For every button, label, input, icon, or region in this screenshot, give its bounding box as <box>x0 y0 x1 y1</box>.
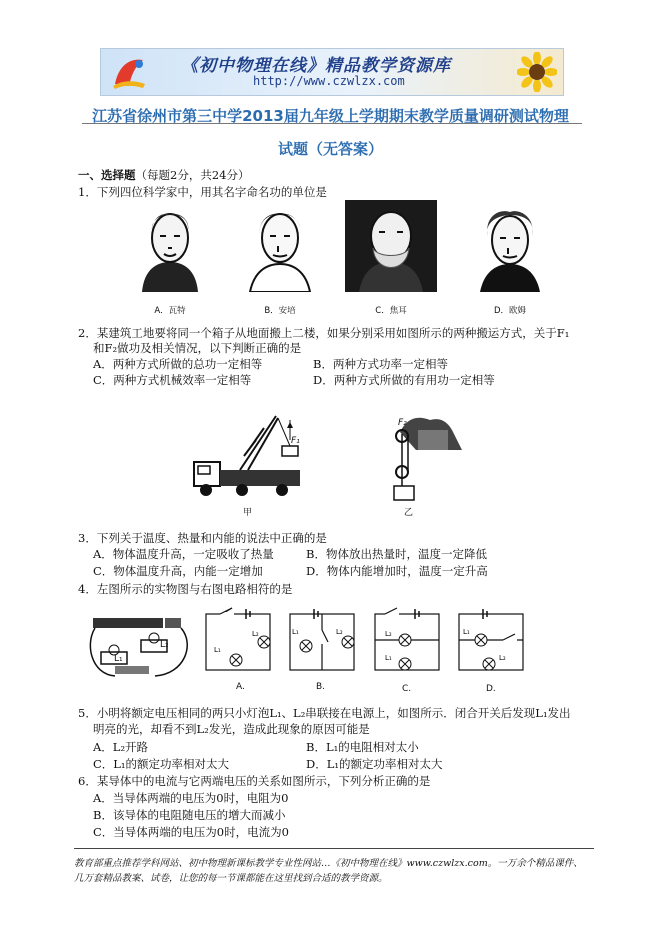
q4-label-b: B. <box>316 682 326 692</box>
q6-option-c: C．当导体两端的电压为0时，电流为0 <box>93 825 289 839</box>
q5-option-b: B．L₁的电阻相对太小 <box>306 740 419 754</box>
section-note: （每题2分，共24分） <box>135 168 250 182</box>
q3-option-c: C．物体温度升高，内能一定增加 <box>93 564 263 578</box>
q2-stem-line-2: 和F₂做功及相关情况，以下判断正确的是 <box>93 341 302 355</box>
sunflower-icon <box>517 52 557 92</box>
q6-option-a: A．当导体两端的电压为0时，电阻为0 <box>93 791 289 805</box>
q1-option-c: C．焦耳 <box>375 306 407 316</box>
header-banner <box>100 48 564 96</box>
footer-divider <box>74 848 594 849</box>
q5-option-d: D．L₁的额定功率相对太大 <box>306 757 443 771</box>
q4-a-l1: L₁ <box>214 646 221 654</box>
q4-d-l2: L₂ <box>499 654 506 662</box>
q4-b-l1: L₁ <box>292 628 299 636</box>
q4-b-l2: L₂ <box>336 628 343 636</box>
q5-stem-line-2: 明亮的光，却看不到L₂发光，造成此现象的原因可能是 <box>93 722 370 736</box>
q3-option-d: D．物体内能增加时，温度一定升高 <box>306 564 488 578</box>
q3-option-a: A．物体温度升高，一定吸收了热量 <box>93 547 274 561</box>
portrait-ampere-image <box>240 200 320 292</box>
section-title: 一、选择题 <box>78 168 136 182</box>
q5-option-c: C．L₁的额定功率相对太大 <box>93 757 230 771</box>
q6-stem: 6．某导体中的电流与它两端电压的关系如图所示，下列分析正确的是 <box>78 774 431 788</box>
q4-circuit-d-figure <box>453 604 528 676</box>
q4-circuit-c-figure <box>369 604 444 676</box>
footer-line-1: 教育部重点推荐学科网站、初中物理新课标教学专业性网站…《初中物理在线》www.czwlzx.com。一万余个精品课件、 <box>74 858 583 869</box>
q2-option-b: B．两种方式功率一定相等 <box>313 357 448 371</box>
q4-circuit-b-figure <box>284 604 359 676</box>
portrait-ohm-image <box>470 200 550 292</box>
portrait-joule-image <box>345 200 437 292</box>
q4-c-l1: L₁ <box>385 654 392 662</box>
q4-label-a: A. <box>236 682 245 692</box>
q4-c-l2: L₂ <box>385 630 392 638</box>
pulley-figure <box>380 406 470 506</box>
q3-stem: 3．下列关于温度、热量和内能的说法中正确的是 <box>78 531 327 545</box>
q4-physical-l2: L₂ <box>160 640 169 650</box>
q1-stem: 1．下列四位科学家中，用其名字命名功的单位是 <box>78 185 327 199</box>
q5-option-a: A．L₂开路 <box>93 740 149 754</box>
banner-url[interactable]: http://www.czwlzx.com <box>253 74 405 88</box>
q2-option-a: A．两种方式所做的总功一定相等 <box>93 357 263 371</box>
site-logo-icon <box>109 54 149 90</box>
section-heading <box>78 168 249 182</box>
q3-option-b: B．物体放出热量时，温度一定降低 <box>306 547 487 561</box>
q4-a-l2: L₂ <box>252 630 259 638</box>
q4-d-l1: L₁ <box>463 628 470 636</box>
q2-figure-right-label: 乙 <box>404 508 414 518</box>
q2-force-f2: F₂ <box>398 418 407 428</box>
footer-line-2: 几万套精品教案、试卷，让您的每一节课都能在这里找到合适的教学资源。 <box>74 873 388 884</box>
q4-label-c: C. <box>402 684 412 694</box>
q6-option-b: B．该导体的电阻随电压的增大而减小 <box>93 808 286 822</box>
q2-stem-line-1: 2．某建筑工地要将同一个箱子从地面搬上二楼，如果分别采用如图所示的两种搬运方式，关于F₁ <box>78 326 570 340</box>
q2-figure-left-label: 甲 <box>243 508 253 518</box>
q2-option-d: D．两种方式所做的有用功一定相等 <box>313 373 495 387</box>
q2-option-c: C．两种方式机械效率一定相等 <box>93 373 252 387</box>
q4-stem: 4．左图所示的实物图与右图电路相符的是 <box>78 582 293 596</box>
document-title-line-1: 江苏省徐州市第三中学2013届九年级上学期期末教学质量调研测试物理 <box>92 107 569 125</box>
q2-force-f1: F₁ <box>291 436 300 446</box>
banner-title: 《初中物理在线》精品教学资源库 <box>181 56 451 76</box>
portrait-watt-image <box>130 200 210 292</box>
q4-physical-circuit-figure <box>85 604 197 684</box>
q1-option-a: A．瓦特 <box>154 306 186 316</box>
title-divider <box>82 123 582 124</box>
q5-stem-line-1: 5．小明将额定电压相同的两只小灯泡L₁、L₂串联接在电源上，如图所示．闭合开关后发现L₁发出 <box>78 706 571 720</box>
q4-physical-l1: L₁ <box>114 654 123 664</box>
q4-circuit-a-figure <box>200 604 275 676</box>
crane-truck-figure <box>190 410 310 505</box>
q4-label-d: D. <box>486 684 496 694</box>
document-title-line-2: 试题（无答案） <box>277 140 383 158</box>
q1-option-b: B．安培 <box>264 306 296 316</box>
q1-option-d: D．欧姆 <box>493 306 527 316</box>
